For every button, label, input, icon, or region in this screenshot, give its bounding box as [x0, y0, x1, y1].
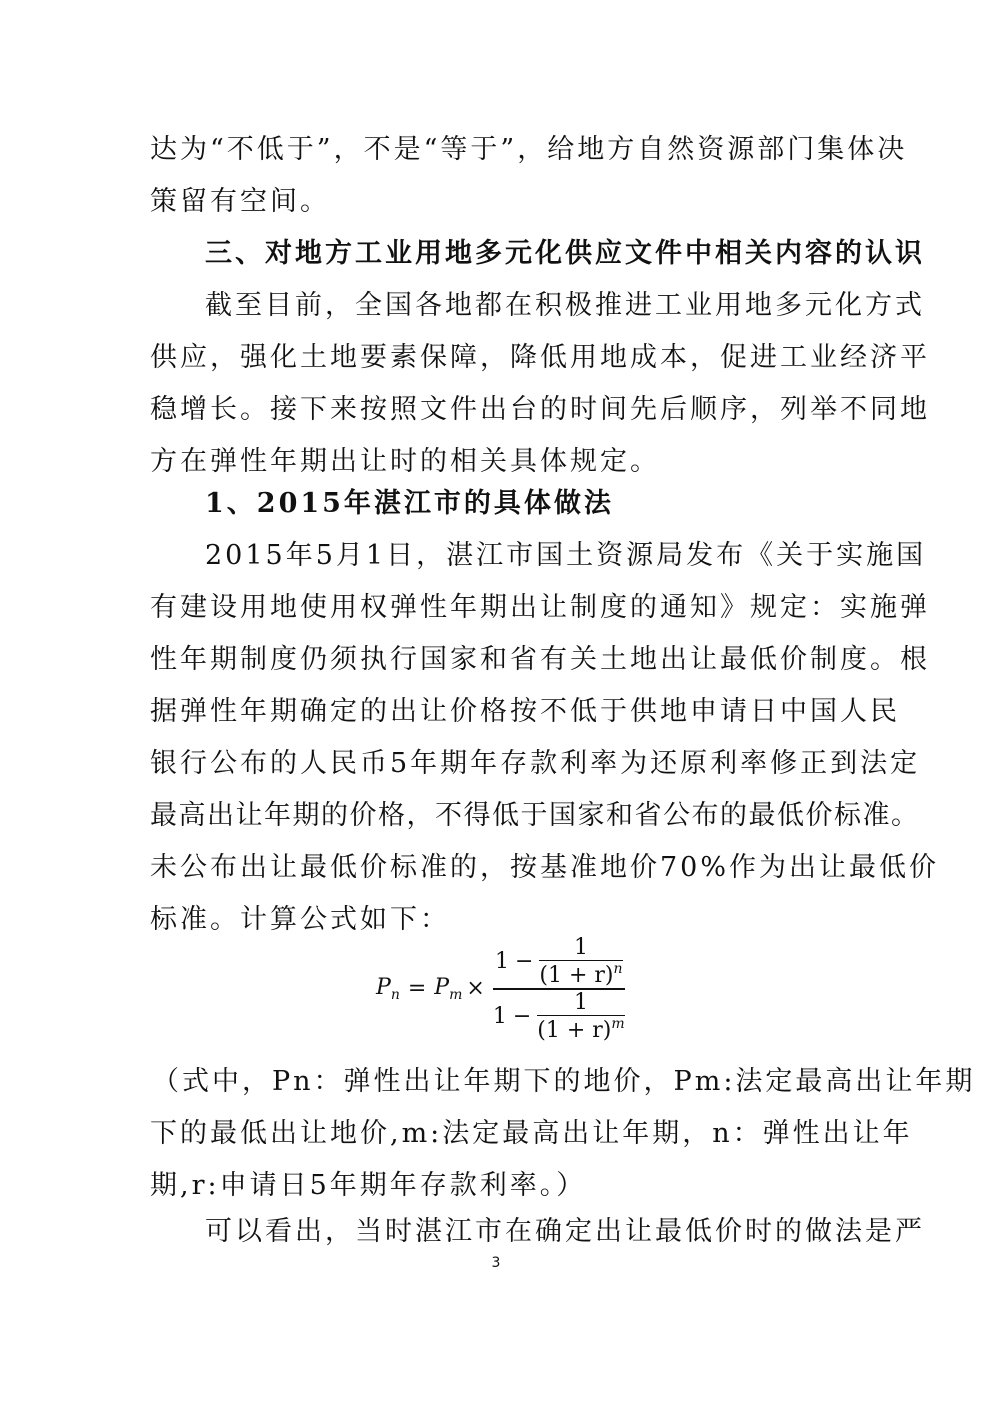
text-line-13: 银行公布的人民币5年期年存款利率为还原利率修正到法定 — [150, 748, 921, 779]
text-line-18: 下的最低出让地价,m:法定最高出让年期，n：弹性出让年 — [150, 1118, 913, 1149]
text-line-15: 未公布出让最低价标准的，按基准地价70%作为出让最低价 — [150, 852, 940, 883]
text-line-2: 策留有空间。 — [150, 186, 330, 217]
text-line-14: 最高出让年期的价格，不得低于国家和省公布的最低价标准。 — [150, 800, 920, 831]
formula-times: × — [466, 976, 485, 1002]
text-line-10: 有建设用地使用权弹性年期出让制度的通知》规定：实施弹 — [150, 592, 930, 623]
text-line-16: 标准。计算公式如下： — [150, 904, 450, 935]
page-number: 3 — [491, 1255, 501, 1271]
text-line-5: 供应，强化土地要素保障，降低用地成本，促进工业经济平 — [150, 342, 930, 373]
formula-lhs: $P_n$ — [376, 974, 400, 1003]
formula-denominator-fraction: $\frac{1}{(1 + r)^m}$ — [537, 989, 625, 1043]
formula-main-fraction — [493, 935, 625, 1043]
text-line-20: 可以看出，当时湛江市在确定出让最低价时的做法是严 — [205, 1216, 925, 1247]
formula-numerator: 1 − $\frac{1}{(1 + r)^n}$ — [494, 935, 623, 989]
text-line-11: 性年期制度仍须执行国家和省有关土地出让最低价制度。根 — [150, 644, 930, 675]
text-line-4: 截至目前，全国各地都在积极推进工业用地多元化方式 — [205, 290, 925, 321]
subsection-heading: 1、2015年湛江市的具体做法 — [205, 488, 614, 519]
text-line-17: （式中，Pn：弹性出让年期下的地价，Pm:法定最高出让年期 — [152, 1066, 976, 1097]
formula — [376, 935, 625, 1043]
text-line-12: 据弹性年期确定的出让价格按不低于供地申请日中国人民 — [150, 696, 900, 727]
text-line-19: 期,r:申请日5年期年存款利率。） — [150, 1170, 587, 1201]
formula-denominator: 1 − $\frac{1}{(1 + r)^m}$ — [492, 989, 625, 1043]
section-heading: 三、对地方工业用地多元化供应文件中相关内容的认识 — [205, 238, 925, 269]
text-line-7: 方在弹性年期出让时的相关具体规定。 — [150, 446, 660, 477]
formula-rhs: $P_m$ — [434, 974, 463, 1003]
text-line-6: 稳增长。接下来按照文件出台的时间先后顺序，列举不同地 — [150, 394, 930, 425]
formula-eq: = — [407, 976, 427, 1002]
formula-numerator-fraction: $\frac{1}{(1 + r)^n}$ — [539, 935, 623, 989]
text-line-9: 2015年5月1日，湛江市国土资源局发布《关于实施国 — [205, 540, 927, 571]
text-line-1: 达为“不低于”，不是“等于”，给地方自然资源部门集体决 — [150, 134, 908, 165]
